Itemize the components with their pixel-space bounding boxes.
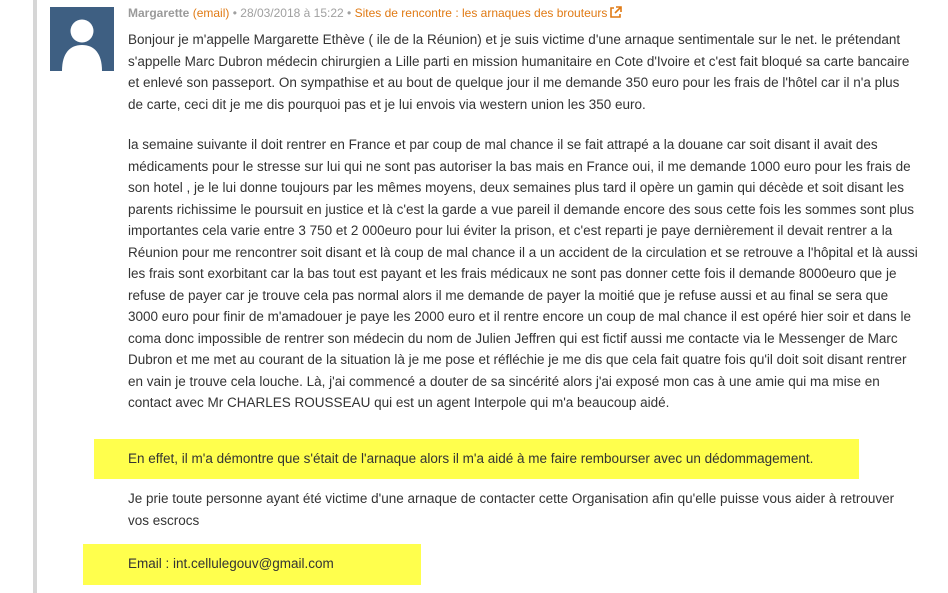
topic-link[interactable]: Sites de rencontre : les arnaques des brouteurs bbox=[354, 6, 608, 20]
meta-separator: • bbox=[232, 6, 237, 20]
thread-indent-rule bbox=[33, 0, 37, 593]
comment-paragraph-1: Bonjour je m'appelle Margarette Ethève ( ile de la Réunion) et je suis victime d'une arnaque sentimentale sur le net. le prétendant s'appelle Marc Dubron médecin chirurgien a Lille parti en mission humanitaire en Cote d'Ivoire et c'est fait bloqué sa carte bancaire et enlevé son passeport. On sympathise et au bout de quelque jour il me demande 350 euro pour les frais de l'hôtel car il n'a plus de carte, ceci dit je me dis pourquoi pas et je lui envois via western union les 350 euro. bbox=[128, 32, 910, 112]
comment-date: 28/03/2018 à 15:22 bbox=[240, 6, 344, 20]
comment-paragraph-4: Je prie toute personne ayant été victime d'une arnaque de contacter cette Organisation afin qu'elle puisse vous aider à retrouver vos escrocs bbox=[128, 491, 895, 528]
external-link-icon[interactable] bbox=[609, 6, 622, 23]
comment-paragraph-2: la semaine suivante il doit rentrer en France et par coup de mal chance il se fait attrapé a la douane car soit disant il avait des médicaments pour le stresse sur lui qui ne sont pas autoriser la bas mais en France oui, il me demande 1000 euro pour les frais de son hotel , je le lui donne toujours par les mêmes moyens, deux semaines plus tard il opère un gamin qui décède et soit disant les parents richissime le poursuit en justice et là c'est la garde a vue pareil il demande encore des sous cette fois les sommes sont plus importantes cela varie entre 3 750 et 2 000euro pour lui éviter la prison, et c'est reparti je paye dernièrement il devait rentrer a la Réunion pour me rencontrer soit disant et là coup de mal chance il a un accident de la circulation et se retrouve a l'hôpital et là aussi les frais sont exorbitant car la bas tout est payant et les frais médicaux ne sont pas donner cette fois il demande 8000euro que je refuse de payer car je trouve cela pas normal alors il me demande de payer la moitié que je refuse aussi et au final se sera que 3000 euro pour finir de m'amadouer je paye les 2000 euro et il rentre encore un coup de mal chance il est opéré hier soir et dans le coma donc impossible de rentrer son médecin du nom de Julien Jeffren qui est fictif aussi me contacte via le Messenger de Marc Dubron et me met au courant de la situation là je me pose et réfléchie je me dis que cela fait quatre fois qu'il doit soit disant rentrer en vain je trouve cela louche. Là, j'ai commencé a douter de sa sincérité alors j'ai exposé mon cas à une amie qui ma mise en contact avec Mr CHARLES ROUSSEAU qui est un agent Interpole qui m'a beaucoup aidé. bbox=[128, 137, 918, 410]
user-silhouette-icon bbox=[50, 7, 114, 71]
author-email-link[interactable]: (email) bbox=[192, 6, 230, 20]
comment-paragraph-3: En effet, il m'a démontre que s'était de l'arnaque alors il m'a aidé à me faire rembourser avec un dédommagement. bbox=[128, 451, 814, 466]
avatar bbox=[50, 7, 114, 71]
meta-separator-2: • bbox=[347, 6, 352, 20]
comment-author: Margarette bbox=[128, 6, 190, 20]
comment-email-line: Email : int.cellulegouv@gmail.com bbox=[128, 556, 334, 571]
comment-body bbox=[128, 0, 918, 414]
comment-meta bbox=[128, 5, 918, 23]
